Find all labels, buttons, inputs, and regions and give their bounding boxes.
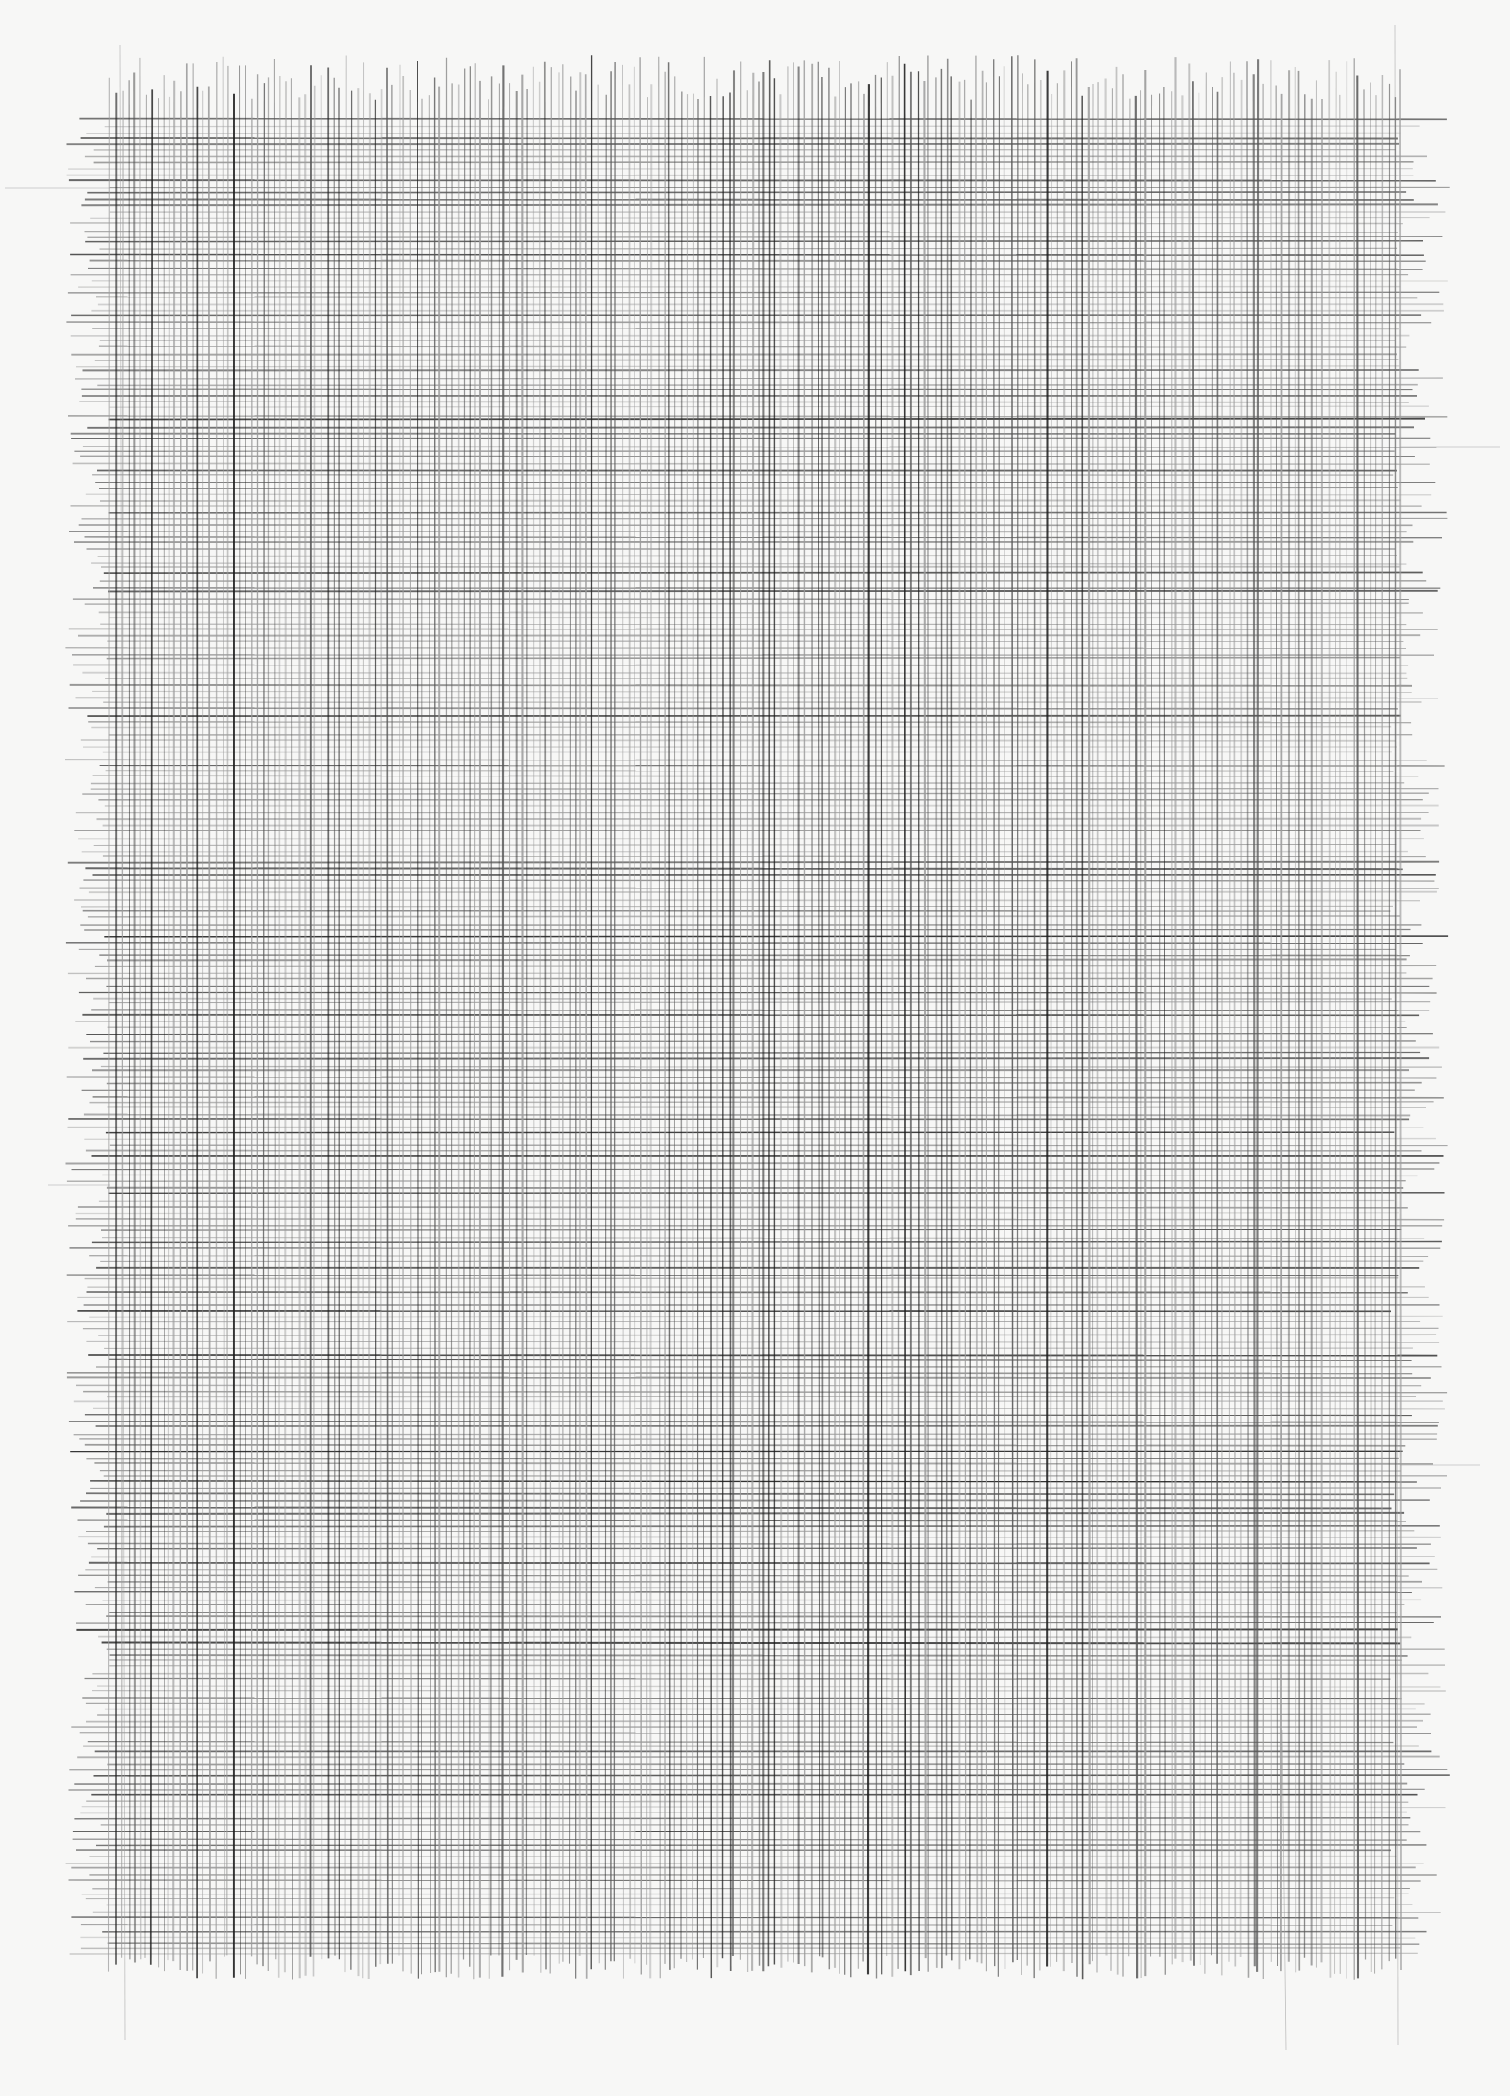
vertical-stroke (924, 81, 925, 1958)
horizontal-stroke (70, 1953, 1418, 1954)
vertical-stroke (1382, 75, 1383, 1969)
vertical-stroke (1340, 95, 1341, 1974)
horizontal-stroke (106, 1513, 1404, 1514)
vertical-stroke (629, 84, 630, 1958)
horizontal-stroke (73, 463, 1430, 464)
horizontal-stroke (98, 1637, 1411, 1638)
horizontal-stroke (85, 1278, 1399, 1279)
vertical-stroke (1047, 71, 1048, 1967)
horizontal-stroke (100, 766, 1445, 767)
horizontal-stroke (80, 1733, 1431, 1734)
vertical-stroke (982, 71, 983, 1964)
vertical-stroke (545, 62, 546, 1970)
horizontal-stroke (92, 1242, 1442, 1243)
horizontal-stroke (70, 223, 1403, 224)
horizontal-stroke (66, 322, 1431, 323)
horizontal-stroke (90, 1102, 1434, 1103)
vertical-stroke (285, 81, 286, 1972)
horizontal-stroke (83, 1392, 1447, 1393)
vertical-stroke (1072, 61, 1073, 1963)
vertical-stroke (1172, 91, 1173, 1964)
vertical-stroke (1027, 84, 1028, 1965)
horizontal-stroke (108, 591, 1438, 592)
vertical-stroke (351, 91, 352, 1970)
vertical-stroke (752, 73, 753, 1971)
vertical-stroke (435, 78, 436, 1973)
horizontal-stroke (85, 1445, 1406, 1446)
vertical-stroke (733, 70, 734, 1956)
vertical-stroke (580, 72, 581, 1956)
vertical-stroke (257, 74, 258, 1964)
vertical-stroke (1040, 80, 1041, 1971)
vertical-stroke (369, 93, 370, 1979)
horizontal-stroke (82, 1698, 1401, 1699)
vertical-stroke (387, 68, 388, 1964)
vertical-stroke (1064, 70, 1065, 1971)
horizontal-stroke (97, 1548, 1417, 1549)
horizontal-stroke (71, 1917, 1418, 1918)
vertical-stroke (951, 76, 952, 1960)
horizontal-stroke (81, 740, 1396, 741)
horizontal-stroke (82, 673, 1406, 674)
horizontal-stroke (97, 385, 1418, 386)
vertical-stroke (1241, 80, 1242, 1957)
vertical-stroke (723, 96, 724, 1958)
horizontal-stroke (65, 648, 1406, 649)
horizontal-stroke (76, 1213, 1399, 1214)
vertical-stroke (697, 99, 698, 1970)
vertical-stroke (1106, 79, 1107, 1956)
vertical-stroke (470, 66, 471, 1966)
horizontal-stroke (85, 603, 1409, 604)
vertical-stroke (919, 71, 920, 1971)
horizontal-stroke (81, 906, 1393, 907)
horizontal-stroke (74, 1818, 1410, 1819)
vertical-stroke (1257, 59, 1258, 1972)
vertical-stroke (845, 87, 846, 1975)
vertical-stroke (822, 77, 823, 1957)
horizontal-stroke (74, 1434, 1438, 1435)
vertical-stroke (730, 93, 731, 1972)
vertical-stroke (759, 82, 760, 1966)
vertical-stroke (526, 89, 527, 1955)
horizontal-stroke (80, 1500, 1430, 1501)
vertical-stroke (1357, 76, 1358, 1979)
vertical-stroke (1400, 69, 1401, 1970)
vertical-stroke (941, 69, 942, 1968)
vertical-stroke (905, 64, 906, 1972)
vertical-stroke (1329, 60, 1330, 1978)
vertical-stroke (321, 75, 322, 1959)
vertical-stroke (868, 84, 869, 1974)
vertical-stroke (533, 67, 534, 1956)
vertical-stroke (522, 75, 523, 1973)
horizontal-stroke (78, 1207, 1408, 1208)
horizontal-stroke (81, 138, 1398, 139)
vertical-stroke (502, 65, 503, 1976)
vertical-stroke (134, 73, 135, 1963)
horizontal-stroke (109, 1665, 1445, 1666)
vertical-stroke (140, 58, 141, 1959)
horizontal-stroke (96, 1845, 1426, 1846)
vertical-stroke (279, 76, 280, 1978)
horizontal-stroke (81, 1925, 1393, 1926)
vertical-stroke (780, 94, 781, 1968)
vertical-stroke (1299, 71, 1300, 1971)
horizontal-stroke (99, 1201, 1395, 1202)
vertical-stroke (216, 62, 217, 1979)
horizontal-stroke (78, 1575, 1409, 1576)
vertical-stroke (1057, 83, 1058, 1962)
vertical-stroke (1093, 84, 1094, 1961)
horizontal-stroke (67, 1377, 1431, 1378)
vertical-stroke (334, 78, 335, 1956)
vertical-stroke (936, 77, 937, 1968)
horizontal-stroke (82, 793, 1429, 794)
vertical-stroke (863, 94, 864, 1962)
vertical-stroke (711, 96, 712, 1978)
vertical-stroke (1281, 94, 1282, 1971)
vertical-stroke (1141, 90, 1142, 1978)
vertical-stroke (1017, 55, 1018, 1960)
vertical-stroke (392, 85, 393, 1964)
vertical-stroke (209, 87, 210, 1962)
vertical-stroke (180, 91, 181, 1970)
horizontal-stroke (66, 943, 1423, 944)
horizontal-stroke (94, 1775, 1450, 1776)
vertical-stroke (491, 76, 492, 1955)
vertical-stroke (1322, 99, 1323, 1962)
vertical-stroke (1295, 67, 1296, 1972)
vertical-stroke (681, 92, 682, 1959)
vertical-stroke (650, 84, 651, 1978)
horizontal-stroke (84, 1139, 1436, 1140)
horizontal-stroke (104, 1526, 1440, 1527)
horizontal-stroke (90, 261, 1426, 262)
vertical-stroke (614, 62, 615, 1961)
horizontal-stroke (99, 612, 1423, 613)
horizontal-stroke (107, 1764, 1404, 1765)
horizontal-stroke (85, 1415, 1412, 1416)
horizontal-stroke (91, 563, 1406, 564)
vertical-stroke (1193, 81, 1194, 1966)
horizontal-stroke (85, 868, 1402, 869)
horizontal-stroke (110, 1655, 1408, 1656)
vertical-stroke (586, 74, 587, 1979)
vertical-stroke (1097, 82, 1098, 1972)
vertical-stroke (1117, 67, 1118, 1975)
horizontal-stroke (108, 1193, 1444, 1194)
vertical-stroke (173, 81, 174, 1961)
vertical-stroke (1089, 87, 1090, 1964)
vertical-stroke (311, 65, 312, 1957)
vertical-stroke (1136, 96, 1137, 1979)
horizontal-stroke (78, 287, 1400, 288)
vertical-stroke (1034, 59, 1035, 1978)
vertical-stroke (1254, 74, 1255, 1966)
vertical-stroke (674, 76, 675, 1968)
